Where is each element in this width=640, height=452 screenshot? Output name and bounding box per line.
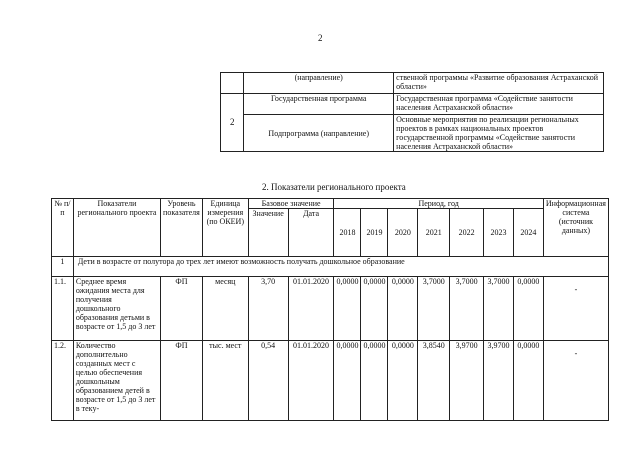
program-row-value: Государственная программа «Содействие занятости населения Астраханской области» bbox=[394, 94, 604, 115]
header-indicator: Показатели регионального проекта bbox=[73, 199, 160, 257]
row-level: ФП bbox=[161, 277, 203, 341]
header-base-value: Значение bbox=[248, 209, 288, 257]
row-info: - bbox=[543, 277, 608, 341]
row-value: 3,9700 bbox=[484, 341, 514, 421]
row-value: 0,0000 bbox=[513, 341, 543, 421]
row-value: 0,0000 bbox=[513, 277, 543, 341]
row-value: 0,0000 bbox=[361, 277, 388, 341]
row-base-date: 01.01.2020 bbox=[288, 341, 334, 421]
header-row bbox=[52, 199, 609, 209]
row-level: ФП bbox=[161, 341, 203, 421]
header-year: 2022 bbox=[450, 209, 484, 257]
header-base: Базовое значение bbox=[248, 199, 334, 209]
header-year: 2020 bbox=[388, 209, 418, 257]
header-year: 2018 bbox=[334, 209, 361, 257]
header-base-date: Дата bbox=[288, 209, 334, 257]
header-level: Уровень показателя bbox=[161, 199, 203, 257]
header-year: 2019 bbox=[361, 209, 388, 257]
row-value: 3,7000 bbox=[418, 277, 450, 341]
table-row bbox=[52, 277, 609, 341]
task-num: 1 bbox=[52, 257, 74, 277]
program-row bbox=[51, 73, 604, 94]
header-unit: Единица измерения (по ОКЕИ) bbox=[202, 199, 248, 257]
program-row-label: (направление) bbox=[244, 73, 394, 94]
task-text: Дети в возрасте от полутора до трех лет имеют возможность получать дошкольное образование bbox=[73, 257, 608, 277]
row-value: 0,0000 bbox=[334, 341, 361, 421]
header-year: 2023 bbox=[484, 209, 514, 257]
row-value: 0,0000 bbox=[334, 277, 361, 341]
indicators-table bbox=[51, 198, 609, 421]
program-row-value: ственной программы «Развитие образования Астраханской области» bbox=[394, 73, 604, 94]
row-base-date: 01.01.2020 bbox=[288, 277, 334, 341]
header-num: № п/п bbox=[52, 199, 74, 257]
row-value: 3,7000 bbox=[484, 277, 514, 341]
row-base-value: 3,70 bbox=[248, 277, 288, 341]
program-row bbox=[51, 115, 604, 152]
row-num: 1.2. bbox=[52, 341, 74, 421]
row-value: 0,0000 bbox=[388, 341, 418, 421]
row-value: 3,8540 bbox=[418, 341, 450, 421]
page-number: 2 bbox=[318, 33, 323, 43]
row-unit: тыс. мест bbox=[202, 341, 248, 421]
program-row bbox=[51, 94, 604, 115]
row-unit: месяц bbox=[202, 277, 248, 341]
row-value: 3,7000 bbox=[450, 277, 484, 341]
row-indicator: Среднее время ожидания места для получения дошкольного образования детьми в возрасте от 1,5 до 3 лет bbox=[73, 277, 160, 341]
row-base-value: 0,54 bbox=[248, 341, 288, 421]
program-row-label: Государственная программа bbox=[244, 94, 394, 115]
row-indicator: Количество дополнительно созданных мест с целью обеспечения дошкольным образованием детей в возрасте от 1,5 до 3 лет в теку- bbox=[73, 341, 160, 421]
header-info: Информационная система (источник данных) bbox=[543, 199, 608, 257]
program-table bbox=[51, 72, 604, 152]
row-num: 1.1. bbox=[52, 277, 74, 341]
header-year: 2024 bbox=[513, 209, 543, 257]
row-value: 3,9700 bbox=[450, 341, 484, 421]
program-row-label: Подпрограмма (направление) bbox=[244, 115, 394, 152]
task-row bbox=[52, 257, 609, 277]
section-title: 2. Показатели регионального проекта bbox=[262, 182, 406, 192]
program-row-number: 2 bbox=[221, 94, 244, 152]
row-value: 0,0000 bbox=[361, 341, 388, 421]
program-row-value: Основные мероприятия по реализации региональных проектов в рамках национальных проектов государственной программы «Содействие занятости населения Астраханской области» bbox=[394, 115, 604, 152]
row-value: 0,0000 bbox=[388, 277, 418, 341]
table-row bbox=[52, 341, 609, 421]
header-period: Период, год bbox=[334, 199, 543, 209]
row-info: - bbox=[543, 341, 608, 421]
header-year: 2021 bbox=[418, 209, 450, 257]
